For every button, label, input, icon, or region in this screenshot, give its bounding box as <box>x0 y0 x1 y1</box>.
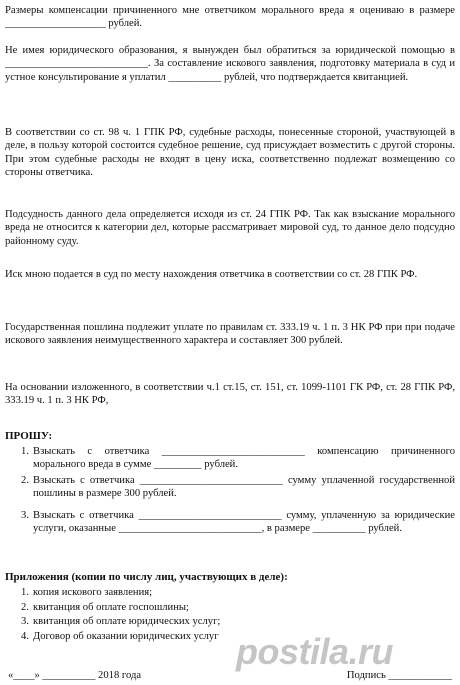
request-heading: ПРОШУ: <box>5 430 53 442</box>
paragraph-jurisdiction: Подсудность данного дела определяется исходя из ст. 24 ГПК РФ. Так как взыскание морального вреда не относится к категории дел, которые рассматривает мировой суд, то данное дело подсудно районному суду. <box>5 209 455 247</box>
list-item <box>5 615 455 630</box>
list-text: квитанция об оплате юридических услуг; <box>33 616 221 628</box>
signature-line: Подпись ____________ <box>346 670 452 681</box>
watermark-logo: postila.ru <box>236 631 394 672</box>
date-line: «____» __________ 2018 года <box>8 670 142 681</box>
attachments-heading: Приложения (копии по числу лиц, участвующих в деле): <box>5 571 288 583</box>
list-number: 2. <box>21 601 29 613</box>
paragraph-legal-basis: На основании изложенного, в соответствии ч.1 ст.15, ст. 151, ст. 1099-1101 ГК РФ, ст. 28 ГПК РФ, 333.19 ч. 1 п. 3 НК РФ, <box>5 382 455 407</box>
list-item <box>5 586 455 601</box>
list-number: 4. <box>21 630 29 642</box>
list-number: 1. <box>21 587 29 598</box>
list-text: Взыскать с ответчика ___________________________ компенсацию причиненного морального вреда в сумме _________ рублей. <box>33 446 455 471</box>
list-text: Взыскать с ответчика ___________________________ сумму, уплаченную за юридические услуги, оказанные ___________________________, в размере __________ рублей. <box>33 510 455 535</box>
list-item <box>5 445 455 474</box>
list-item <box>5 474 455 509</box>
list-number: 3. <box>21 616 29 628</box>
paragraph-compensation: Размеры компенсации причиненного мне ответчиком морального вреда я оцениваю в размере ___________________ рублей. <box>5 5 455 30</box>
list-item <box>5 601 455 616</box>
paragraph-state-duty: Государственная пошлина подлежит уплате по правилам ст. 333.19 ч. 1 п. 3 НК РФ при при подаче искового заявления неимущественного характера и составляет 300 рублей. <box>5 322 455 347</box>
list-item <box>5 509 455 536</box>
paragraph-venue: Иск мною подается в суд по месту нахождения ответчика в соответствии со ст. 28 ГПК РФ. <box>5 269 418 280</box>
request-list <box>5 445 455 536</box>
list-text: квитанция об оплате госпошлины; <box>33 601 189 613</box>
list-text: копия искового заявления; <box>33 587 153 598</box>
paragraph-legal-help: Не имея юридического образования, я вынужден был обратиться за юридической помощью в ___________________________. За составление искового заявления, подготовку материала в суд и устное консультирование я уплатил __________ рублей, что подтверждается квитанцией. <box>5 45 455 83</box>
signature-footer <box>8 669 452 682</box>
list-text: Взыскать с ответчика ___________________________ сумму уплаченной государственной пошлины в размере 300 рублей. <box>33 475 455 500</box>
list-number: 3. <box>21 510 29 521</box>
list-number: 1. <box>21 446 29 457</box>
paragraph-court-costs: В соответствии со ст. 98 ч. 1 ГПК РФ, судебные расходы, понесенные стороной, участвующей в деле, в пользу которой состоится судебное решение, суд присуждает возместить с другой стороны. При этом судебные расходы не входят в цену иска, соответственно подлежат возмещению со стороны ответчика. <box>5 127 455 179</box>
list-number: 2. <box>21 475 29 486</box>
list-text: Договор об оказании юридических услуг <box>33 630 219 642</box>
